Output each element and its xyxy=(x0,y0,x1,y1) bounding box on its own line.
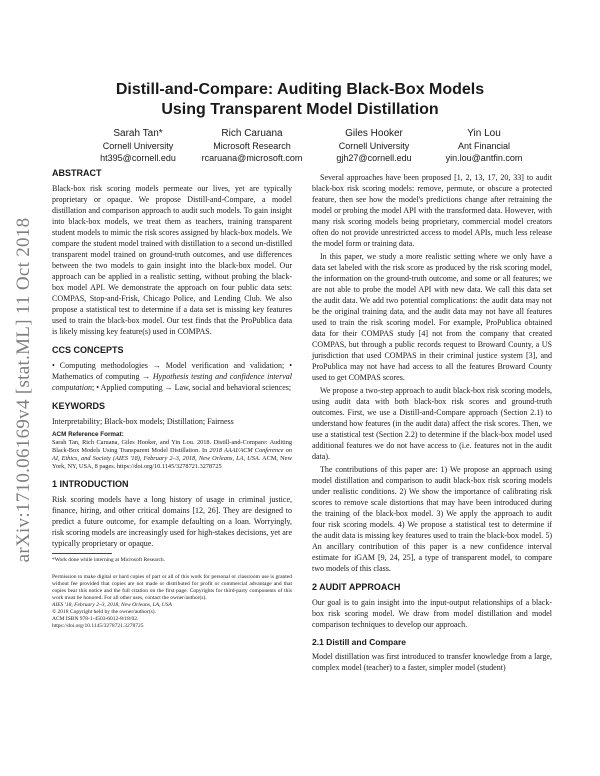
keywords-text: Interpretability; Black-box models; Distillation; Fairness xyxy=(52,417,234,426)
footnote: *Work done while interning at Microsoft Research. xyxy=(52,557,166,563)
author-email: gjh27@cornell.edu xyxy=(336,153,412,163)
distill-compare-text: Model distillation was first introduced to transfer knowledge from a large, complex model (teacher) to a faster, simpler model (student) xyxy=(312,652,552,672)
paragraph: In this paper, we study a more realistic setting where we only have a data set labeled with the risk score as produced by the risk scoring model, the information on the ground-truth outcome, and some or all features; we are not able to probe the model API with new data. We call this data set the audit data. We add two potential complications: the audit data may not be the original training data, and the audit data may not have all features used to train the risk scoring model. For example, ProPublica obtained data for their COMPAS study [4] not from the company that created COMPAS, but through a public records request to Broward County, a US jurisdiction that used COMPAS in their criminal justice system [3], and ProPublica may not have had access to all the features Broward County used to get COMPAS scores. xyxy=(312,252,552,382)
author-block xyxy=(192,128,312,164)
author-affiliation: Cornell University xyxy=(102,141,174,151)
copyright-line: © 2018 Copyright held by the owner/author(s). xyxy=(52,609,156,615)
reference-heading: ACM Reference Format: xyxy=(52,431,124,438)
author-block xyxy=(78,128,198,164)
author-name: Yin Lou xyxy=(467,128,501,139)
audit-approach-text: Our goal is to gain insight into the input-output relationships of a black-box risk scoring model. We draw from model distillation and model comparison techniques to develop our approach. xyxy=(312,598,552,629)
author-name: Sarah Tan* xyxy=(113,128,163,139)
author-email: rcaruana@microsoft.com xyxy=(201,153,303,163)
author-block xyxy=(424,128,544,164)
introduction-heading: 1 INTRODUCTION xyxy=(52,479,129,489)
author-email: ht395@cornell.edu xyxy=(100,153,176,163)
doi-link[interactable]: https://doi.org/10.1145/3278721.3278725 xyxy=(52,623,144,629)
paragraph: The contributions of this paper are: 1) We propose an approach using model distillation and comparison to audit black-box risk scoring models under realistic conditions. 2) We show the importance of calibrating risk scores to remove scale distortions that may have been introduced during the training of the black-box model. 3) We apply the approach to audit four risk scoring models. 4) We propose a statistical test to determine if the audit data is missing key features used to train the black-box model. 5) An ancillary contribution of this paper is a new confidence interval estimate for iGAM [9, 24, 25], a type of transparent model, to compare two models of this class. xyxy=(312,465,552,573)
ccs-text: • Computing methodologies → Model verification and validation; • Mathematics of computing → Hypothesis testing and confidence interval computation; • Applied computing → Law, social and behavioral sciences; xyxy=(52,361,292,392)
author-email: yin.lou@antfin.com xyxy=(445,153,523,163)
permission-text: Permission to make digital or hard copies of part or all of this work for personal or classroom use is granted without fee provided that copies are not made or distributed for profit or commercial advantage and that copies bear this notice and the full citation on the first page. Copyrights for third-party components of this work must be honored. For all other uses, contact the owner/author(s). xyxy=(52,574,292,601)
paragraph: Several approaches have been proposed [1, 2, 13, 17, 20, 33] to audit black-box risk scoring models: remove, permute, or obscure a protected feature, then see how the model's predictions change after retraining the model or probing the model API with the transformed data. However, with many risk scoring models being proprietary, commercial model creators often do not provide unrestricted access to model APIs, much less release the model form or training data. xyxy=(312,173,552,248)
author-name: Rich Caruana xyxy=(221,128,283,139)
ccs-heading: CCS CONCEPTS xyxy=(52,345,124,355)
author-name: Giles Hooker xyxy=(345,128,403,139)
acm-reference: ACM Reference Format: Sarah Tan, Rich Caruana, Giles Hooker, and Yin Lou. 2018. Distill-and-Compare: Auditing Black-Box Models Using Transparent Model Distillation. In 2018 AAAI/ACM Conference on AI, Ethics, and Society (AIES '18), February 2–3, 2018, New Orleans, LA, USA. ACM, New York, NY, USA, 8 pages. https://doi.org/10.1145/3278721.3278725 xyxy=(52,431,292,470)
keywords-heading: KEYWORDS xyxy=(52,401,106,411)
author-affiliation: Microsoft Research xyxy=(213,141,291,151)
permission-block xyxy=(52,574,292,630)
arxiv-stamp: arXiv:1710.06169v4 [stat.ML] 11 Oct 2018 xyxy=(13,217,34,563)
conference-line: AIES '18, February 2–3, 2018, New Orleans, LA, USA xyxy=(52,602,172,608)
paragraph: We propose a two-step approach to audit black-box risk scoring models, using audit data with both black-box risk scores and ground-truth outcomes. First, we use a Distill-and-Compare approach (Section 2.1) to understand how features (in the audit data) affect the risk scores. Then, we use a statistical test (Section 2.2) to determine if the black-box model used additional features we do not have access to (i.e. features not in the audit data). xyxy=(312,386,552,461)
paper-title xyxy=(60,80,540,120)
isbn-line: ACM ISBN 978-1-4503-6012-8/18/02. xyxy=(52,616,139,622)
footnote-rule xyxy=(52,553,112,554)
title-line-2: Using Transparent Model Distillation xyxy=(161,101,439,118)
audit-approach-heading: 2 AUDIT APPROACH xyxy=(312,582,401,592)
introduction-text: Risk scoring models have a long history of usage in criminal justice, finance, hiring, and other critical domains [12, 26]. They are designed to predict a future outcome, for example defaulting on a loan. Worryingly, risk scoring models are increasingly used for high-stakes decisions, yet are typically proprietary or opaque. xyxy=(52,495,292,548)
left-column xyxy=(52,168,292,630)
author-block xyxy=(314,128,434,164)
right-column xyxy=(312,172,552,675)
abstract-text: Black-box risk scoring models permeate our lives, yet are typically proprietary or opaque. We propose Distill-and-Compare, a model distillation and comparison approach to audit such models. To gain insight into black-box models, we treat them as teachers, training transparent student models to mimic the risk scores assigned by black-box models. We compare the student model trained with distillation to a second un-distilled transparent model trained on ground-truth outcomes, and use differences between the two models to gain insight into the black-box model. Our approach can be applied in a realistic setting, without probing the black-box model API. We demonstrate the approach on four public data sets: COMPAS, Stop-and-Frisk, Chicago Police, and Lending Club. We also propose a statistical test to determine if a data set is missing key features used to train the black-box model. Our test finds that the ProPublica data is likely missing key feature(s) used in COMPAS. xyxy=(52,184,292,336)
distill-compare-heading: 2.1 Distill and Compare xyxy=(312,637,406,647)
abstract-heading: ABSTRACT xyxy=(52,168,102,178)
title-line-1: Distill-and-Compare: Auditing Black-Box Models xyxy=(115,81,485,98)
author-affiliation: Ant Financial xyxy=(457,141,511,151)
author-affiliation: Cornell University xyxy=(338,141,410,151)
